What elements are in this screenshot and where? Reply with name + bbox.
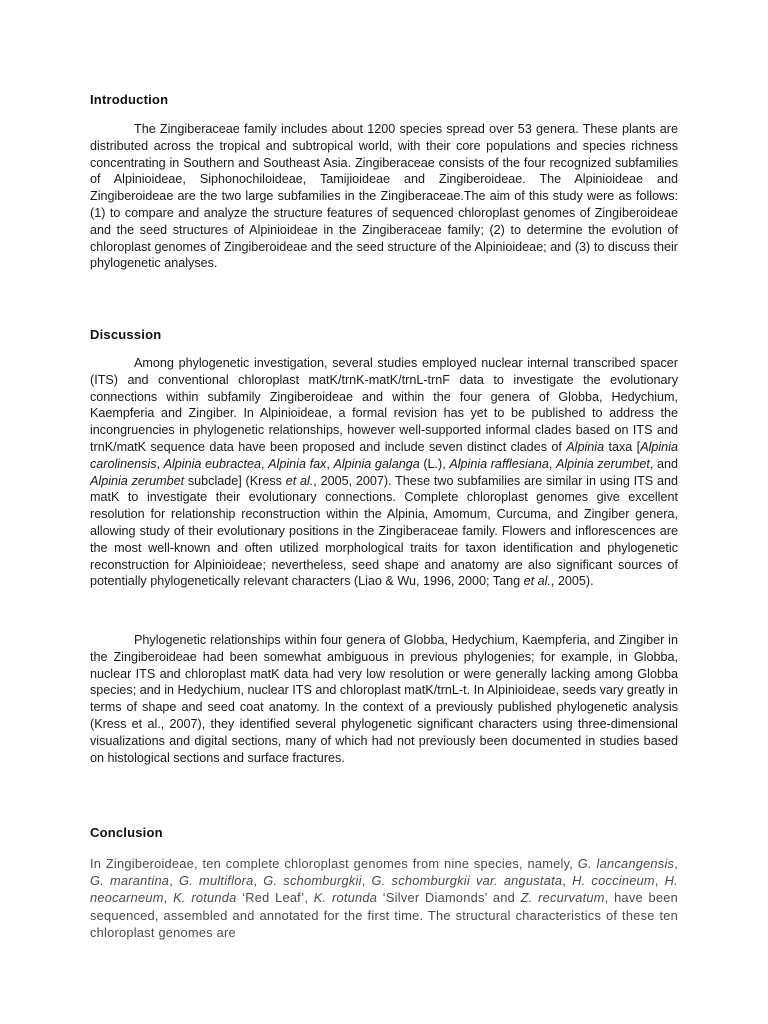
discussion-heading: Discussion	[90, 327, 162, 342]
conclusion-heading: Conclusion	[90, 825, 163, 840]
conclusion-paragraph: In Zingiberoideae, ten complete chloroplast genomes from nine species, namely, G. lancangensis, G. marantina, G. multiflora, G. schomburgkii, G. schomburgkii var. angustata, H. coccineum, H. neocarneum, K. rotunda ‘Red Leaf’, K. rotunda ‘Silver Diamonds’ and Z. recurvatum, have been sequenced, assembled and annotated for the first time. The structural characteristics of these ten chloroplast genomes are	[90, 856, 679, 940]
discussion-paragraph-1: Among phylogenetic investigation, several studies employed nuclear internal transcribed spacer (ITS) and conventional chloroplast matK/trnK-matK/trnL-trnF data to investigate the evolutionary connections within subfamily Zingiberoideae and within the four genera of Globba, Hedychium, Kaempferia and Zingiber. In Alpinioideae, a formal revision has yet to be published to address the incongruencies in phylogenetic relationships, however well-supported informal clades based on ITS and trnK/matK sequence data have been proposed and include seven distinct clades of Alpinia taxa [Alpinia carolinensis, Alpinia eubractea, Alpinia fax, Alpinia galanga (L.), Alpinia rafflesiana, Alpinia zerumbet, and Alpinia zerumbet subclade] (Kress et al., 2005, 2007). These two subfamilies are similar in using ITS and matK to investigate their evolutionary connections. Complete chloroplast genomes give excellent resolution for relationship reconstruction within the Alpinia, Amomum, Curcuma, and Zingiber genera, allowing study of their evolutionary positions in the Zingiberaceae family. Flowers and inflorescences are the most well-known and often utilized morphological traits for taxon identification and phylogenetic reconstruction for Alpinioideae; nevertheless, seed shape and anatomy are also significant sources of potentially phylogenetically relevant characters (Liao & Wu, 1996, 2000; Tang et al., 2005).	[90, 356, 679, 589]
introduction-heading: Introduction	[90, 92, 169, 107]
discussion-paragraph-2: Phylogenetic relationships within four genera of Globba, Hedychium, Kaempferia, and Zingiber in the Zingiberoideae had been somewhat ambiguous in previous phylogenies; for example, in Globba, nuclear ITS and chloroplast matK data had very low resolution or were generally lacking among Globba species; and in Hedychium, nuclear ITS and chloroplast matK/trnL-t. In Alpinioideae, seeds vary greatly in terms of shape and seed coat anatomy. In the context of a previously published phylogenetic analysis (Kress et al., 2007), they identified several phylogenetic significant characters using three-dimensional visualizations and digital sections, many of which had not previously been documented in studies based on histological sections and surface fractures.	[90, 633, 679, 765]
introduction-paragraph: The Zingiberaceae family includes about 1200 species spread over 53 genera. These plants are distributed across the tropical and subtropical world, with their core populations and species richness concentrating in Southern and Southeast Asia. Zingiberaceae consists of the four recognized subfamilies of Alpinioideae, Siphonochiloideae, Tamijioideae and Zingiberoideae. The Alpinioideae and Zingiberoideae are the two large subfamilies in the Zingiberaceae.The aim of this study were as follows: (1) to compare and analyze the structure features of sequenced chloroplast genomes of Zingiberoideae and the seed structures of Alpinioideae in the Zingiberaceae family; (2) to determine the evolution of chloroplast genomes of Zingiberoideae and the seed structure of the Alpinioideae; and (3) to discuss their phylogenetic analyses.	[90, 122, 678, 271]
